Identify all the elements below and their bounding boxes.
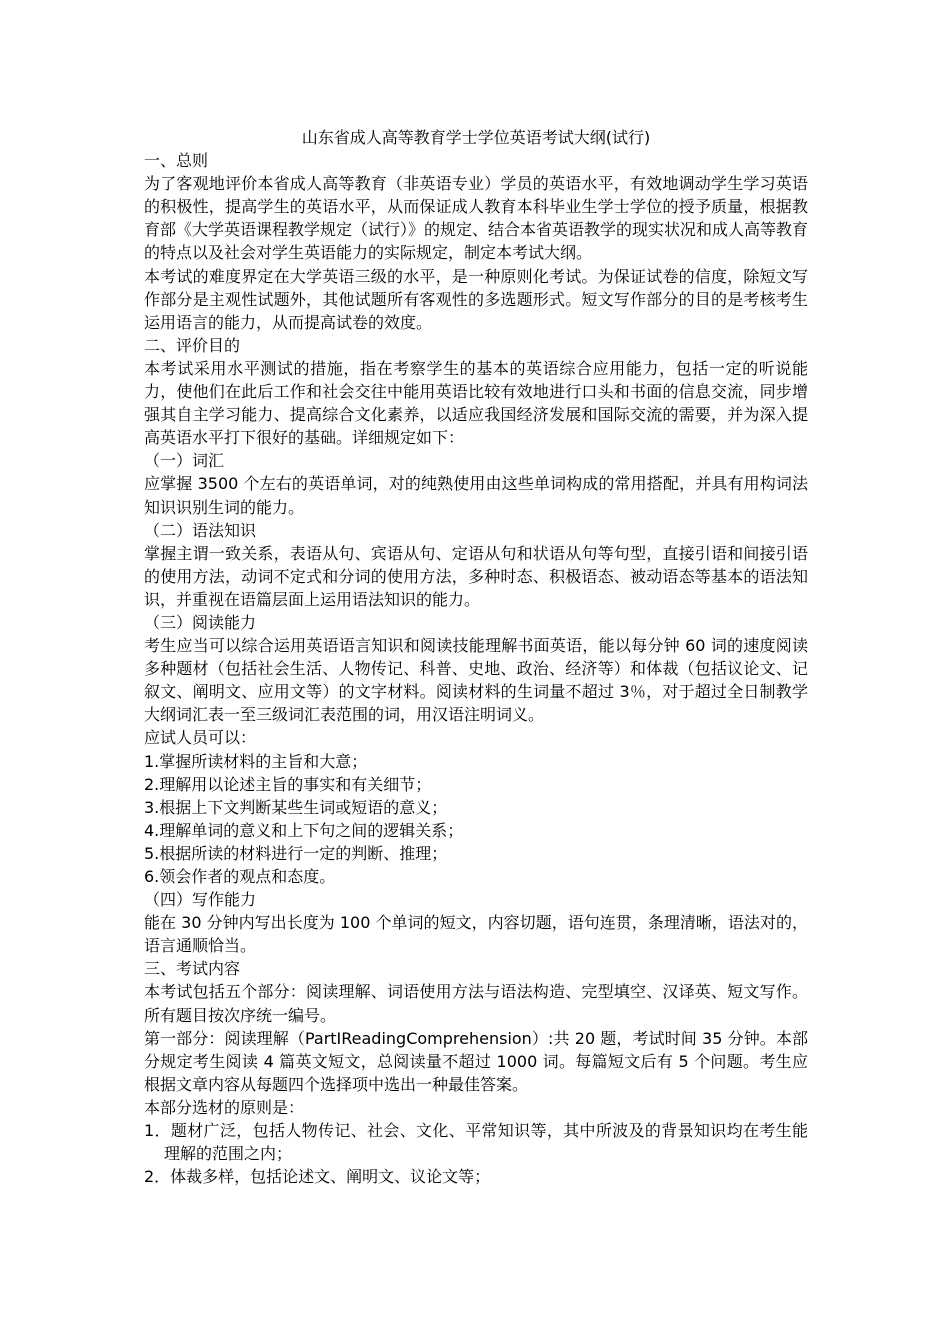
list-item: 3.根据上下文判断某些生词或短语的意义； [144, 797, 448, 817]
list-item: 2．体裁多样，包括论述文、阐明文、议论文等； [144, 1167, 491, 1187]
list-item: 1.掌握所读材料的主旨和大意； [144, 751, 368, 771]
subsection-heading: （一）词汇 [144, 451, 225, 471]
paragraph: 掌握主谓一致关系，表语从句、宾语从句、定语从句和状语从句等句型，直接引语和间接引语的使用方法，动词不定式和分词的使用方法，多种时态、积极语态、被动语态等基本的语法知识，并重视在语篇层面上运用语法知识的能力。 [144, 543, 808, 609]
list-item: 2.理解用以论述主旨的事实和有关细节； [144, 774, 432, 794]
subsection-heading: （二）语法知识 [144, 520, 257, 540]
subsection-heading: （四）写作能力 [144, 890, 257, 910]
paragraph: 考生应当可以综合运用英语语言知识和阅读技能理解书面英语，能以每分钟 60 词的速度阅读多种题材（包括社会生活、人物传记、科普、史地、政治、经济等）和体裁（包括议论文、记叙文、阐明文、应用文等）的文字材料。阅读材料的生词量不超过 3％，对于超过全日制教学大纲词汇表一至三级词汇表范围的词，用汉语注明词义。 [144, 636, 808, 725]
section-heading: 二、评价目的 [144, 335, 241, 355]
section-heading: 三、考试内容 [144, 959, 241, 979]
paragraph: 本考试的难度界定在大学英语三级的水平，是一种原则化考试。为保证试卷的信度，除短文写作部分是主观性试题外，其他试题所有客观性的多选题形式。短文写作部分的目的是考核考生运用语言的能力，从而提高试卷的效度。 [144, 266, 808, 332]
document-title: 山东省成人高等教育学士学位英语考试大纲(试行) [301, 128, 651, 147]
paragraph: 本考试包括五个部分：阅读理解、词语使用方法与语法构造、完型填空、汉译英、短文写作。所有题目按次序统一编号。 [144, 982, 808, 1025]
subsection-heading: （三）阅读能力 [144, 612, 257, 632]
paragraph: 第一部分：阅读理解（PartIReadingComprehension）:共 20 题，考试时间 35 分钟。本部分规定考生阅读 4 篇英文短文，总阅读量不超过 1000 词。每篇短文后有 5 个问题。考生应根据文章内容从每题四个选择项中选出一种最佳答案。 [144, 1028, 808, 1094]
paragraph: 本部分选材的原则是： [144, 1097, 305, 1117]
paragraph: 本考试采用水平测试的措施，指在考察学生的基本的英语综合应用能力，包括一定的听说能力，使他们在此后工作和社会交往中能用英语比较有效地进行口头和书面的信息交流，同步增强其自主学习能力、提高综合文化素养，以适应我国经济发展和国际交流的需要，并为深入提高英语水平打下很好的基础。详细规定如下： [144, 358, 808, 448]
paragraph: 能在 30 分钟内写出长度为 100 个单词的短文，内容切题，语句连贯，条理清晰，语法对的，语言通顺恰当。 [144, 913, 808, 956]
list-item: 5.根据所读的材料进行一定的判断、推理； [144, 843, 448, 863]
paragraph: 应掌握 3500 个左右的英语单词，对的纯熟使用由这些单词构成的常用搭配，并具有用构词法知识识别生词的能力。 [144, 474, 808, 517]
document-page [144, 126, 808, 1188]
paragraph: 应试人员可以： [144, 728, 257, 748]
list-item: 1．题材广泛，包括人物传记、社会、文化、平常知识等，其中所波及的背景知识均在考生能理解的范围之内； [144, 1121, 808, 1164]
list-item: 4.理解单词的意义和上下句之间的逻辑关系； [144, 820, 464, 840]
list-item: 6.领会作者的观点和态度。 [144, 867, 336, 886]
paragraph: 为了客观地评价本省成人高等教育（非英语专业）学员的英语水平，有效地调动学生学习英语的积极性，提高学生的英语水平，从而保证成人教育本科毕业生学士学位的授予质量，根据教育部《大学英语课程教学规定（试行）》的规定、结合本省英语教学的现实状况和成人高等教育的特点以及社会对学生英语能力的实际规定，制定本考试大纲。 [144, 174, 809, 263]
section-heading: 一、总则 [144, 151, 209, 171]
